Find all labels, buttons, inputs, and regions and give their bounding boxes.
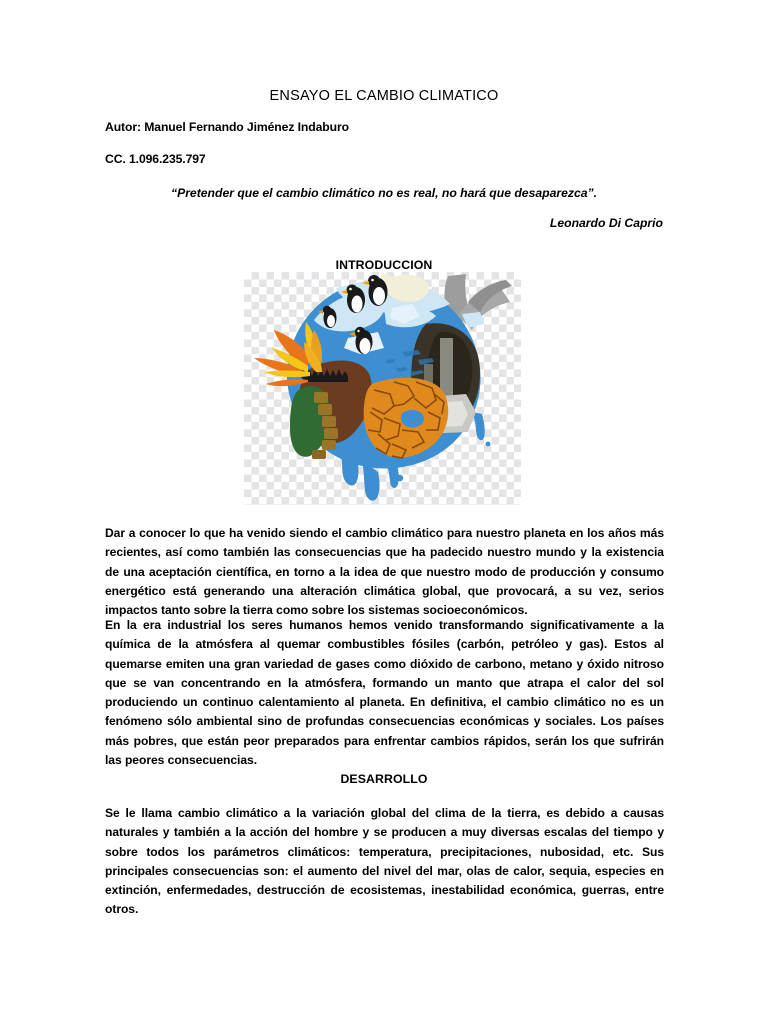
section-heading-introduccion: INTRODUCCION	[335, 258, 433, 272]
paragraph-text: En la era industrial los seres humanos hemos venido transformando significativamente a la química de la atmósfera al quemar combustibles fósiles (carbón, petróleo y gas). Estos al quemarse emiten una gran variedad de gases como dióxido de carbono, metano y óxido nitroso que se van concentrando en la atmósfera, formando un manto que atrapa el calor del sol produciendo un continuo calentamiento al planeta. En definitiva, el cambio climático no es un fenómeno sólo ambiental sino de profundas consecuencias económicas y sociales. Los países más pobres, que están peor preparados para enfrentar cambios rápidos, serán los que sufrirán las peores consecuencias.	[105, 618, 664, 768]
section-heading-desarrollo: DESARROLLO	[340, 772, 428, 786]
identification-number-line: CC. 1.096.235.797	[105, 152, 206, 166]
melt-droplet-1	[397, 475, 403, 481]
melt-droplet-3	[486, 442, 491, 447]
paragraph-text: Dar a conocer lo que ha venido siendo el cambio climático para nuestro planeta en los años más recientes, así como también las consecuencias que ha padecido nuestro mundo y la existencia de una aceptación científica, en torno a la idea de que nuestro modo de producción y consumo energético está generando una alteración climática global, que provocará, a su vez, serios impactos tanto sobre la tierra como sobre los sistemas socioeconómicos.	[105, 526, 664, 618]
flame-tail-icon	[264, 371, 310, 378]
melt-drip-3	[386, 460, 399, 488]
introduccion-paragraph-1	[105, 524, 664, 620]
epigraph-attribution: Leonardo Di Caprio	[549, 216, 663, 230]
desarrollo-paragraph-1	[105, 804, 664, 920]
paragraph-text: Se le llama cambio climático a la variación global del clima de la tierra, es debido a causas naturales y también a la acción del hombre y se producen a muy diversas escalas del tiempo y sobre todos los parámetros climáticos: temperatura, precipitaciones, nubosidad, etc. Sus principales consecuencias son: el aumento del nivel del mar, olas de calor, sequia, especies en extinción, enfermedades, destrucción de ecosistemas, inestabilidad económica, guerras, entre otros.	[105, 806, 664, 917]
page-title: ENSAYO EL CAMBIO CLIMATICO	[269, 88, 499, 104]
ice-floe-3	[462, 312, 484, 328]
melting-earth-climate-change-illustration	[244, 272, 521, 505]
epigraph-quote: “Pretender que el cambio climático no es real, no hará que desaparezca”.	[170, 186, 598, 200]
introduccion-paragraph-2	[105, 616, 664, 770]
author-line: Autor: Manuel Fernando Jiménez Indaburo	[105, 120, 349, 134]
